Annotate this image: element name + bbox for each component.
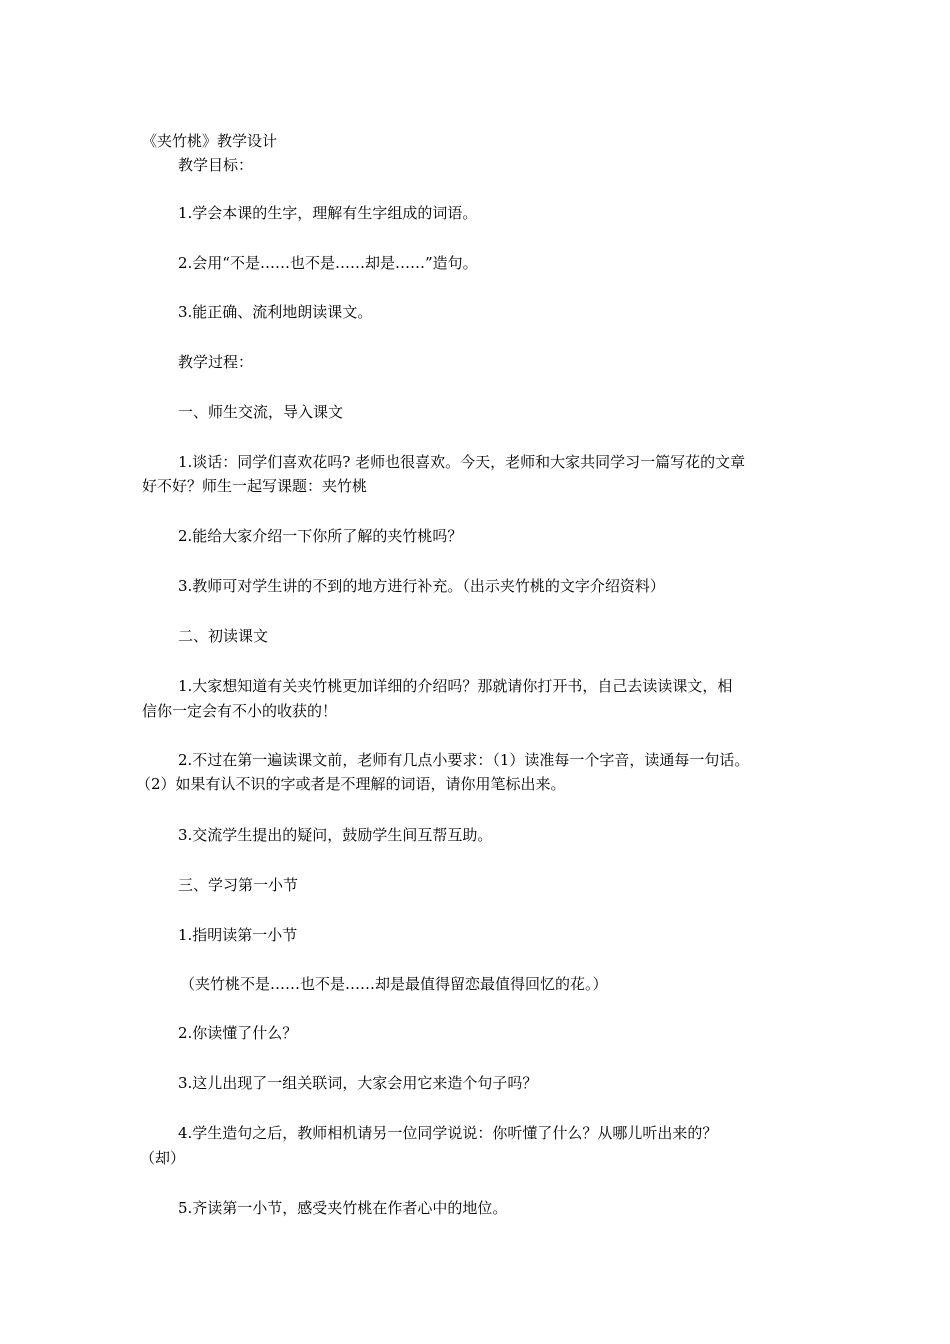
process-heading: 教学过程： — [178, 353, 254, 371]
paragraph-line: 1.大家想知道有关夹竹桃更加详细的介绍吗？那就请你打开书，自己去读读课文，相 — [178, 677, 733, 695]
paragraph-line: 2.不过在第一遍读课文前，老师有几点小要求：（1）读准每一个字音，读通每一句话。 — [178, 751, 750, 769]
paragraph-line: 3.教师可对学生讲的不到的地方进行补充。（出示夹竹桃的文字介绍资料） — [178, 577, 665, 595]
paragraph-line: 1.谈话：同学们喜欢花吗? 老师也很喜欢。今天，老师和大家共同学习一篇写花的文章 — [178, 453, 746, 471]
objectives-heading: 教学目标： — [178, 156, 254, 174]
paragraph-line: 1.指明读第一小节 — [178, 926, 298, 944]
paragraph-line: 2.能给大家介绍一下你所了解的夹竹桃吗？ — [178, 527, 463, 545]
paragraph-line: 信你一定会有不小的收获的！ — [142, 702, 338, 720]
objective-item: 1.学会本课的生字，理解有生字组成的词语。 — [178, 204, 478, 222]
quote-line: （夹竹桃不是……也不是……却是最值得留恋最值得回忆的花。） — [180, 975, 608, 993]
paragraph-line: 4.学生造句之后，教师相机请另一位同学说说：你听懂了什么？从哪儿听出来的？ — [178, 1124, 718, 1142]
section-heading: 一、师生交流，导入课文 — [178, 403, 344, 421]
objective-item: 2.会用“不是……也不是……却是……”造句。 — [178, 254, 478, 272]
paragraph-line: 好不好？师生一起写课题：夹竹桃 — [142, 477, 368, 495]
document-title: 《夹竹桃》教学设计 — [142, 132, 278, 150]
paragraph-line: （却） — [140, 1149, 186, 1167]
paragraph-line: 3.交流学生提出的疑问，鼓励学生间互帮互助。 — [178, 826, 493, 844]
section-heading: 二、初读课文 — [178, 627, 269, 645]
paragraph-line: 2.你读懂了什么？ — [178, 1024, 298, 1042]
paragraph-line: （2）如果有认不识的字或者是不理解的词语，请你用笔标出来。 — [136, 775, 566, 793]
objective-item: 3.能正确、流利地朗读课文。 — [178, 303, 373, 321]
paragraph-line: 5.齐读第一小节，感受夹竹桃在作者心中的地位。 — [178, 1199, 508, 1217]
paragraph-line: 3.这儿出现了一组关联词，大家会用它来造个句子吗？ — [178, 1074, 538, 1092]
section-heading: 三、学习第一小节 — [178, 876, 299, 894]
